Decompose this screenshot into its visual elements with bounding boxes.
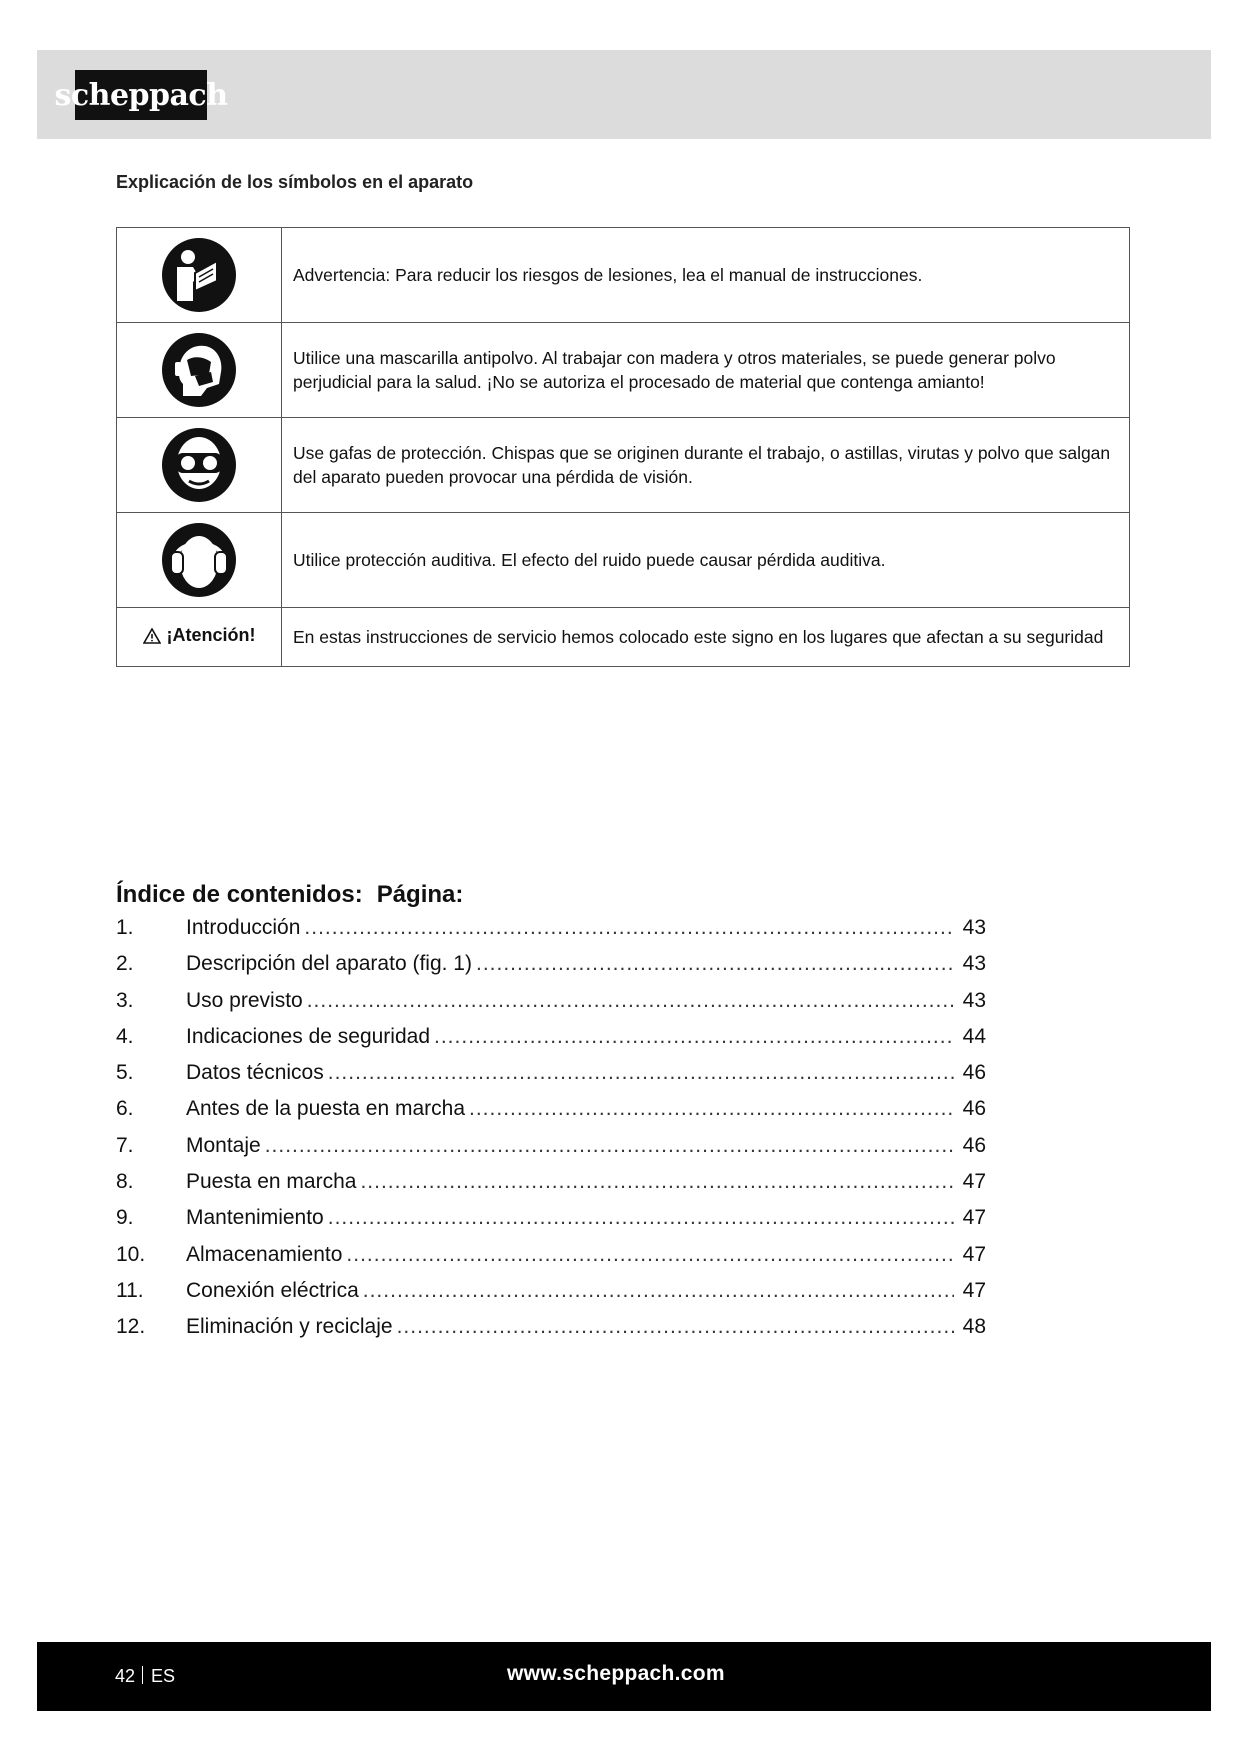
- toc-leader-dots: [328, 1061, 954, 1085]
- toc-item-title: Montaje: [186, 1133, 261, 1157]
- toc-item-number: 1.: [116, 916, 134, 939]
- symbol-row: [117, 513, 1130, 608]
- toc-item-number: 8.: [116, 1170, 134, 1194]
- ear-protection-icon: [161, 522, 237, 598]
- toc-item-number: 7.: [116, 1133, 134, 1157]
- toc-item-page: 47: [962, 1206, 986, 1230]
- dust-mask-icon: [161, 332, 237, 408]
- toc-item-title: Datos técnicos: [186, 1061, 324, 1085]
- toc-item-page: 43: [962, 952, 986, 976]
- toc-item-page: 47: [962, 1278, 986, 1302]
- toc-item-title: Conexión eléctrica: [186, 1278, 359, 1302]
- toc-item[interactable]: [116, 952, 986, 988]
- toc-item[interactable]: [116, 1279, 986, 1315]
- toc-item-number: 2.: [116, 952, 134, 976]
- toc-item[interactable]: [116, 1097, 986, 1133]
- warning-triangle-icon: [143, 628, 161, 644]
- toc-item-title: Uso previsto: [186, 988, 303, 1012]
- footer-divider: [142, 1666, 143, 1684]
- toc-leader-dots: [328, 1206, 954, 1230]
- toc-item-title: Eliminación y reciclaje: [186, 1315, 393, 1339]
- toc-item[interactable]: [116, 989, 986, 1025]
- toc-item-title: Descripción del aparato (fig. 1): [186, 952, 472, 976]
- safety-goggles-icon: [161, 427, 237, 503]
- toc-item-number: 11.: [116, 1278, 144, 1302]
- toc-item-number: 12.: [116, 1315, 146, 1339]
- toc-item-page: 47: [962, 1242, 986, 1266]
- toc-item-title: Antes de la puesta en marcha: [186, 1097, 466, 1121]
- symbol-description: Advertencia: Para reducir los riesgos de lesiones, lea el manual de instrucciones.: [282, 228, 1130, 323]
- footer-page-number: 42: [115, 1666, 136, 1686]
- toc-item-number: 9.: [116, 1206, 134, 1230]
- symbol-row: [117, 418, 1130, 513]
- toc-leader-dots: [346, 1243, 954, 1267]
- toc-item-title: Almacenamiento: [186, 1242, 343, 1266]
- toc-item[interactable]: [116, 1134, 986, 1170]
- toc-leader-dots: [307, 989, 954, 1013]
- symbol-description: Utilice una mascarilla antipolvo. Al trabajar con madera y otros materiales, se puede generar polvo perjudicial para la salud. ¡No se autoriza el procesado de material que contenga amianto!: [282, 323, 1130, 418]
- toc-leader-dots: [265, 1134, 954, 1158]
- header-band: [37, 50, 1211, 139]
- toc-item-number: 6.: [116, 1097, 134, 1121]
- toc-item[interactable]: [116, 1061, 986, 1097]
- toc-item-page: 46: [962, 1097, 986, 1121]
- toc-leader-dots: [476, 952, 954, 976]
- toc-leader-dots: [360, 1170, 954, 1194]
- symbols-table: [116, 227, 1130, 667]
- table-of-contents: [116, 916, 986, 1352]
- footer-website-link[interactable]: www.scheppach.com: [507, 1662, 725, 1685]
- footer-band: [37, 1642, 1211, 1711]
- toc-leader-dots: [397, 1315, 954, 1339]
- attention-label: ¡Atención!: [166, 625, 256, 646]
- toc-item-number: 4.: [116, 1024, 134, 1048]
- attention-description: En estas instrucciones de servicio hemos colocado este signo en los lugares que afectan a su seguridad: [282, 608, 1130, 667]
- toc-item-title: Indicaciones de seguridad: [186, 1024, 431, 1048]
- toc-item-number: 5.: [116, 1061, 134, 1085]
- toc-leader-dots: [434, 1025, 954, 1049]
- toc-item-page: 46: [962, 1061, 986, 1085]
- toc-heading-page: Página:: [376, 881, 464, 908]
- attention-row: [117, 608, 1130, 667]
- footer-language: ES: [151, 1666, 176, 1686]
- symbol-row: [117, 323, 1130, 418]
- scheppach-logo: scheppach: [75, 70, 207, 120]
- symbols-section-title: Explicación de los símbolos en el aparato: [116, 172, 474, 192]
- symbol-description: Utilice protección auditiva. El efecto del ruido puede causar pérdida auditiva.: [282, 513, 1130, 608]
- toc-item-number: 10.: [116, 1242, 146, 1266]
- toc-item[interactable]: [116, 1243, 986, 1279]
- toc-item[interactable]: [116, 1315, 986, 1351]
- toc-item[interactable]: [116, 1170, 986, 1206]
- toc-item-title: Introducción: [186, 916, 301, 939]
- toc-item-page: 46: [962, 1133, 986, 1157]
- toc-leader-dots: [469, 1097, 954, 1121]
- symbol-description: Use gafas de protección. Chispas que se originen durante el trabajo, o astillas, virutas y polvo que salgan del aparato pueden provocar una pérdida de visión.: [282, 418, 1130, 513]
- toc-heading-title: Índice de contenidos:: [116, 881, 363, 908]
- footer-page-indicator: [115, 1666, 175, 1687]
- toc-heading: [116, 881, 463, 909]
- toc-item-page: 47: [962, 1170, 986, 1194]
- toc-item-title: Puesta en marcha: [186, 1170, 357, 1194]
- toc-item-page: 43: [962, 916, 986, 939]
- symbol-row: [117, 228, 1130, 323]
- toc-leader-dots: [304, 916, 954, 940]
- toc-item-page: 43: [962, 988, 986, 1012]
- toc-item[interactable]: [116, 916, 986, 952]
- toc-item-page: 44: [962, 1024, 986, 1048]
- toc-item-title: Mantenimiento: [186, 1206, 324, 1230]
- toc-item-number: 3.: [116, 988, 134, 1012]
- toc-item[interactable]: [116, 1025, 986, 1061]
- read-manual-icon: [161, 237, 237, 313]
- toc-item[interactable]: [116, 1206, 986, 1242]
- toc-item-page: 48: [962, 1315, 986, 1339]
- toc-leader-dots: [363, 1279, 954, 1303]
